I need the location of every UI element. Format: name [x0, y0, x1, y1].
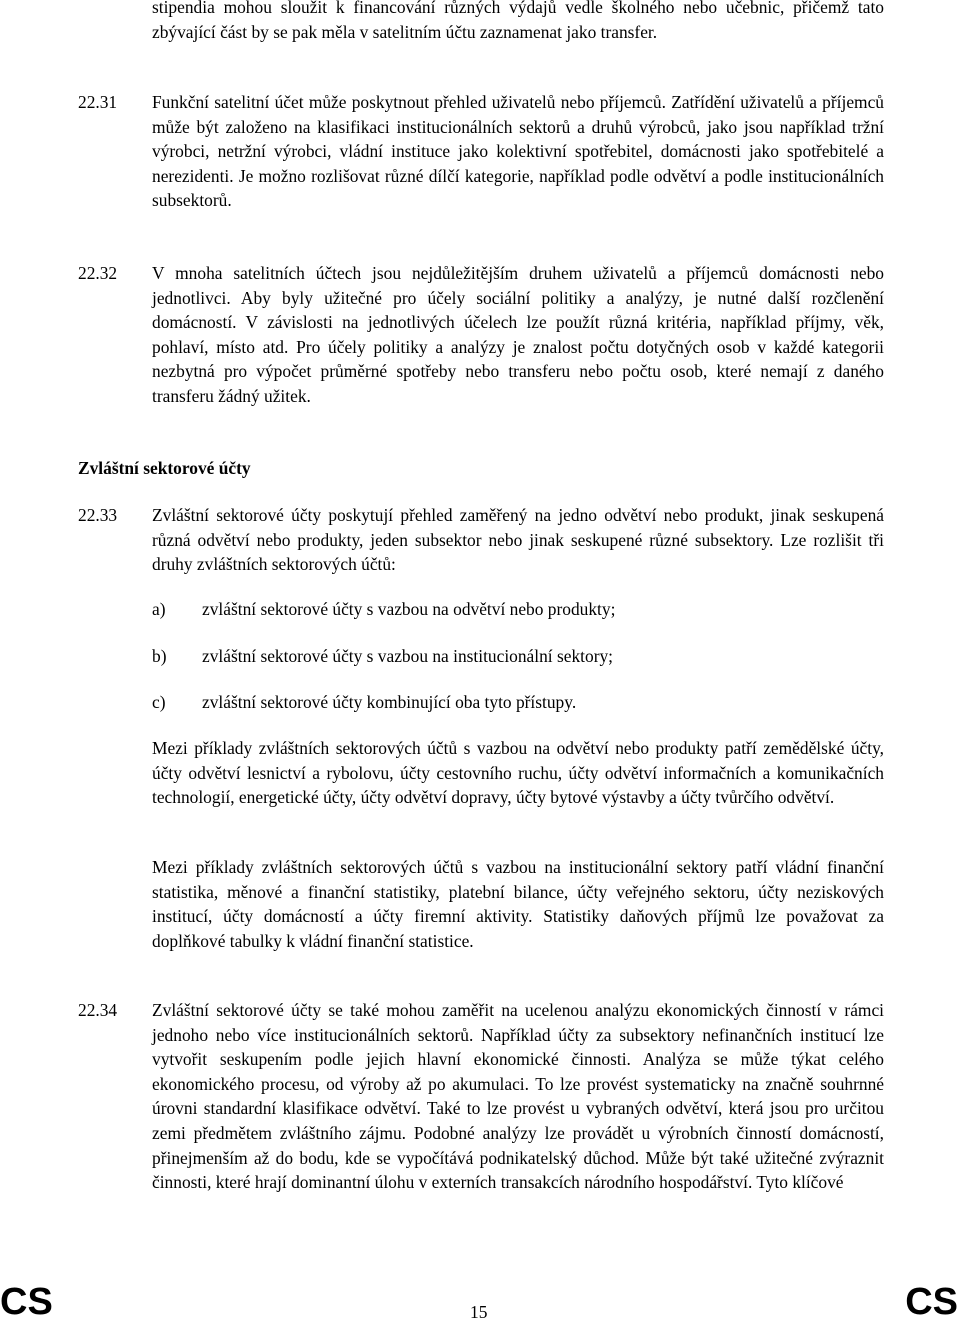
paragraph-number: 22.31 — [78, 92, 118, 112]
examples-paragraph-institutional: Mezi příklady zvláštních sektorových účtů s vazbou na institucionální sektory patří vládní finanční statistika, měnové a finanční statistiky, platební bilance, účty veřejného sektoru, účty neziskových institucí, účty domácností a účty firemní aktivity. Statistiky daňových příjmů lze považovat za doplňkové tabulky k vládní finanční statistice. — [152, 857, 884, 951]
section-heading: Zvláštní sektorové účty — [78, 458, 251, 478]
paragraph-text: V mnoha satelitních účtech jsou nejdůležitějším druhem uživatelů a příjemců domácnosti nebo jednotlivci. Aby byly užitečné pro účely sociální politiky a analýzy, je nutné další rozčlenění domácností. V závislosti na jednotlivých účelech lze použít různá kritéria, například příjmy, věk, pohlaví, místo atd. Pro účely politiky a analýzy je znalost počtu dotyčných osob v každé kategorii nezbytná pro výpočet průměrné spotřeby nebo transferu nebo počtu osob, které nemají z daného transferu žádný užitek. — [152, 263, 884, 406]
list-label: b) — [152, 646, 167, 666]
list-item — [152, 597, 884, 622]
paragraph-22-34 — [78, 998, 884, 1195]
paragraph-22-32 — [78, 261, 884, 409]
paragraph-number: 22.33 — [78, 505, 118, 525]
paragraph-text: Zvláštní sektorové účty poskytují přehled zaměřený na jedno odvětví nebo produkt, jinak seskupená různá odvětví nebo produkty, jeden subsektor nebo jinak seskupené různé subsektory. Lze rozlišit tři druhy zvláštních sektorových účtů: — [152, 505, 884, 575]
list-item — [152, 644, 884, 669]
list-text: zvláštní sektorové účty kombinující oba tyto přístupy. — [202, 692, 577, 712]
page-number: 15 — [470, 1302, 488, 1322]
continuation-paragraph: stipendia mohou sloužit k financování různých výdajů vedle školného nebo učebnic, přičemž tato zbývající část by se pak měla v satelitním účtu zaznamenat jako transfer. — [152, 0, 884, 42]
list-label: c) — [152, 692, 166, 712]
footer-language-left: CS — [0, 1281, 53, 1323]
examples-paragraph-industries: Mezi příklady zvláštních sektorových účtů s vazbou na odvětví nebo produkty patří zemědělské účty, účty odvětví lesnictví a rybolovu, účty cestovního ruchu, účty odvětví informačních a komunikačních technologií, energetické účty, účty odvětví dopravy, účty bytové výstavby a účty tvůrčího odvětví. — [152, 738, 884, 808]
paragraph-22-31 — [78, 90, 884, 213]
list-text: zvláštní sektorové účty s vazbou na institucionální sektory; — [202, 646, 614, 666]
paragraph-22-33 — [78, 503, 884, 577]
list-label: a) — [152, 599, 166, 619]
paragraph-text: Funkční satelitní účet může poskytnout přehled uživatelů nebo příjemců. Zatřídění uživatelů a příjemců může být založeno na klasifikaci institucionálních sektorů a druhů výrobců, jako jsou například tržní výrobci, netržní výrobci, vládní instituce jako kolektivní spotřebitel, domácnosti jako spotřebitelé a nerezidenti. Je možno rozlišovat různé dílčí kategorie, například podle odvětví a podle institucionálních subsektorů. — [152, 92, 884, 211]
list-text: zvláštní sektorové účty s vazbou na odvětví nebo produkty; — [202, 599, 616, 619]
paragraph-number: 22.34 — [78, 1000, 118, 1020]
footer-language-right: CS — [905, 1281, 958, 1323]
list-item — [152, 690, 884, 715]
paragraph-text: Zvláštní sektorové účty se také mohou zaměřit na ucelenou analýzu ekonomických činností v rámci jednoho nebo více institucionálních sektorů. Například účty za subsektory nefinančních institucí lze vytvořit seskupením podle jejich hlavní ekonomické činnosti. Analýza se může týkat celého ekonomického procesu, od výroby až po akumulaci. To lze provést systematicky na značně souhrnné úrovni standardní klasifikace odvětví. Také to lze provést u vybraných odvětví, která jsou pro určitou zemi předmětem zvláštního zájmu. Podobné analýzy lze provádět u výrobních činností domácností, přinejmenším až do bodu, kde se vypočítává podnikatelský důchod. Může být také užitečné zvýraznit činnosti, které hrají dominantní úlohu v externích transakcích národního hospodářství. Tyto klíčové — [152, 1000, 884, 1193]
paragraph-number: 22.32 — [78, 263, 118, 283]
